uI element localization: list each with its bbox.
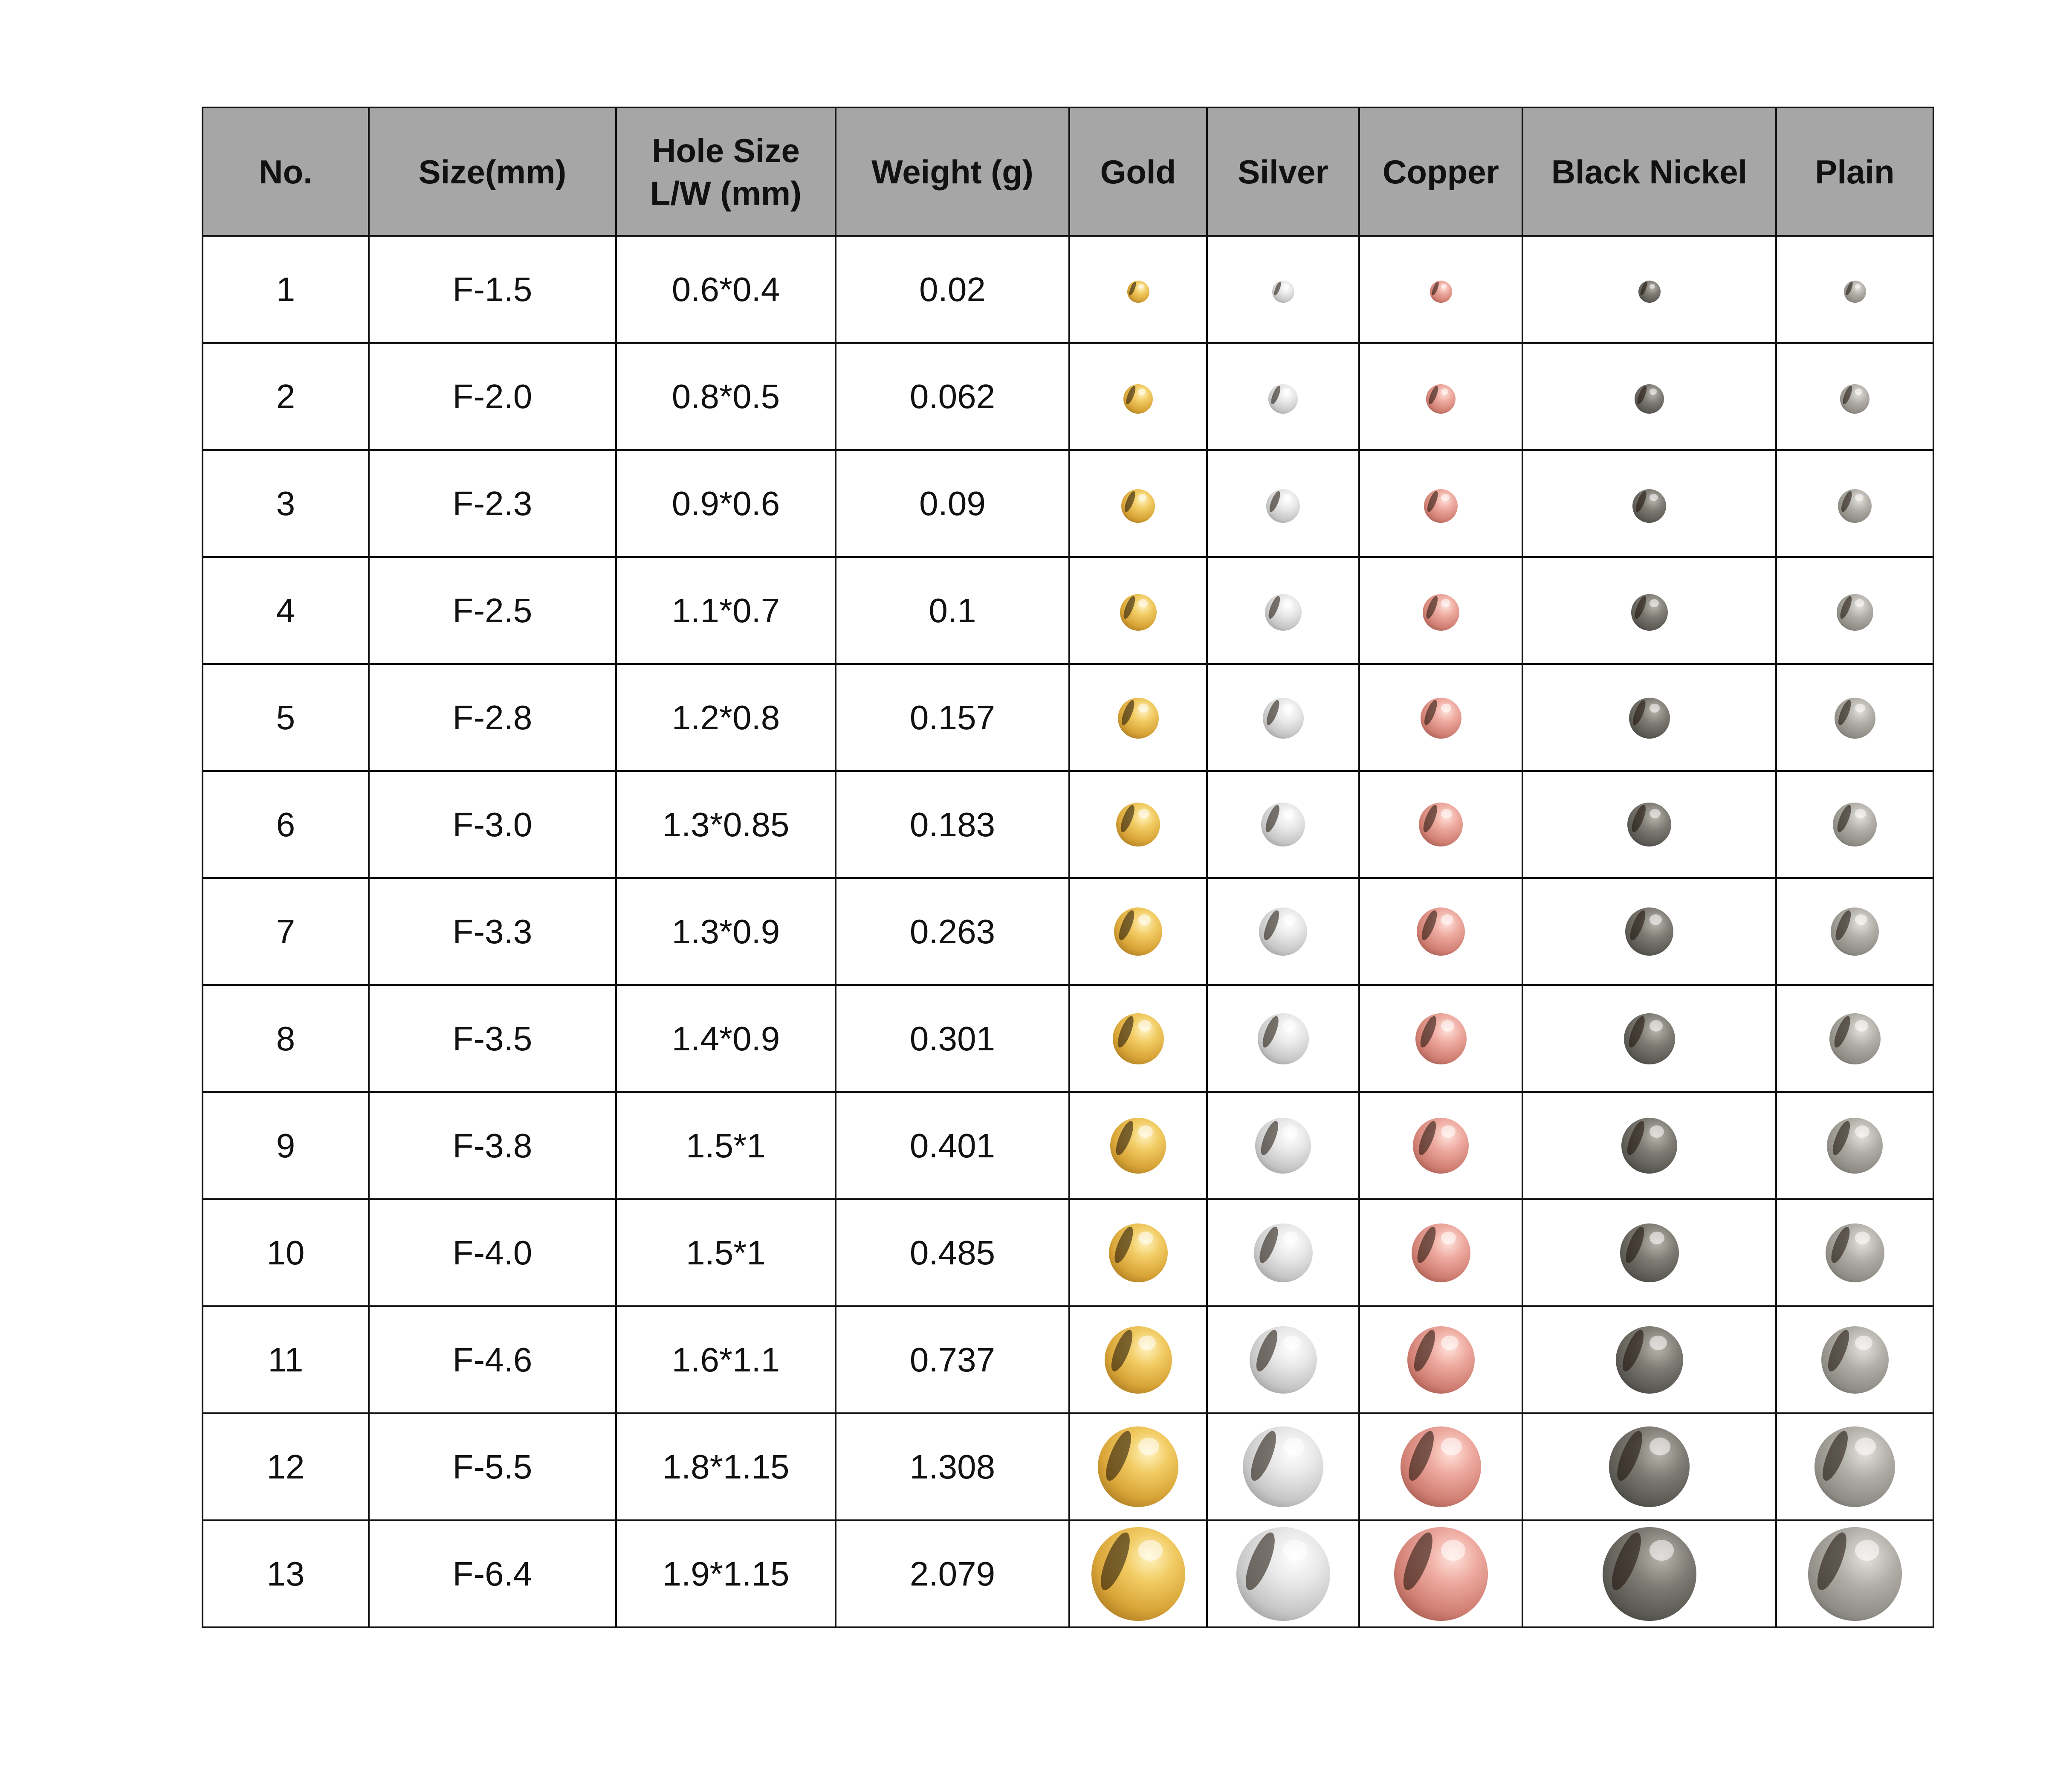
silver-bead-icon: [1236, 1527, 1330, 1621]
header-plain: Plain: [1776, 107, 1933, 236]
plain-bead-icon: [1821, 1326, 1889, 1394]
cell-copper: [1359, 878, 1522, 985]
cell-black-nickel: [1522, 1413, 1776, 1520]
gold-bead-icon: [1114, 907, 1162, 956]
cell-weight: 1.308: [836, 1413, 1069, 1520]
cell-black-nickel: [1522, 771, 1776, 878]
cell-black-nickel: [1522, 236, 1776, 343]
cell-hole-size: 1.1*0.7: [616, 557, 836, 664]
cell-weight: 0.401: [836, 1092, 1069, 1199]
gold-bead-icon: [1098, 1426, 1178, 1507]
black-nickel-bead-icon: [1632, 489, 1666, 523]
cell-hole-size: 1.8*1.15: [616, 1413, 836, 1520]
cell-plain: [1776, 450, 1933, 557]
cell-plain: [1776, 878, 1933, 985]
cell-no: 8: [203, 985, 369, 1092]
gold-bead-icon: [1113, 1013, 1164, 1064]
header-weight: Weight (g): [836, 107, 1069, 236]
cell-size: F-6.4: [369, 1520, 616, 1627]
table-row: [203, 236, 1933, 343]
copper-bead-icon: [1415, 1013, 1467, 1064]
cell-hole-size: 1.3*0.9: [616, 878, 836, 985]
table-row: [203, 771, 1933, 878]
cell-black-nickel: [1522, 1520, 1776, 1627]
cell-gold: [1069, 771, 1207, 878]
cell-no: 2: [203, 343, 369, 450]
table-row: [203, 557, 1933, 664]
cell-plain: [1776, 343, 1933, 450]
black-nickel-bead-icon: [1629, 698, 1670, 739]
cell-plain: [1776, 1199, 1933, 1306]
cell-gold: [1069, 1306, 1207, 1413]
cell-silver: [1207, 1306, 1359, 1413]
silver-bead-icon: [1272, 281, 1294, 303]
cell-hole-size: 1.3*0.85: [616, 771, 836, 878]
cell-copper: [1359, 1520, 1522, 1627]
cell-gold: [1069, 1520, 1207, 1627]
copper-bead-icon: [1413, 1118, 1469, 1174]
cell-size: F-1.5: [369, 236, 616, 343]
copper-bead-icon: [1417, 907, 1465, 956]
black-nickel-bead-icon: [1631, 594, 1668, 631]
header-hole-size: [616, 107, 836, 236]
cell-plain: [1776, 1306, 1933, 1413]
cell-size: F-2.8: [369, 664, 616, 771]
cell-silver: [1207, 985, 1359, 1092]
cell-no: 5: [203, 664, 369, 771]
cell-size: F-3.5: [369, 985, 616, 1092]
cell-no: 7: [203, 878, 369, 985]
cell-size: F-2.3: [369, 450, 616, 557]
cell-size: F-5.5: [369, 1413, 616, 1520]
copper-bead-icon: [1426, 384, 1456, 414]
plain-bead-icon: [1837, 594, 1873, 631]
cell-weight: 0.02: [836, 236, 1069, 343]
cell-black-nickel: [1522, 1306, 1776, 1413]
black-nickel-bead-icon: [1638, 281, 1661, 303]
black-nickel-bead-icon: [1621, 1118, 1677, 1174]
cell-weight: 0.157: [836, 664, 1069, 771]
cell-gold: [1069, 236, 1207, 343]
plain-bead-icon: [1829, 1013, 1881, 1064]
cell-weight: 0.485: [836, 1199, 1069, 1306]
cell-black-nickel: [1522, 985, 1776, 1092]
copper-bead-icon: [1412, 1223, 1470, 1282]
cell-plain: [1776, 236, 1933, 343]
black-nickel-bead-icon: [1609, 1426, 1690, 1507]
plain-bead-icon: [1831, 907, 1879, 956]
black-nickel-bead-icon: [1627, 803, 1671, 846]
copper-bead-icon: [1419, 803, 1463, 846]
cell-copper: [1359, 343, 1522, 450]
cell-size: F-3.0: [369, 771, 616, 878]
copper-bead-icon: [1424, 489, 1458, 523]
cell-hole-size: 1.9*1.15: [616, 1520, 836, 1627]
header-copper: Copper: [1359, 107, 1522, 236]
header-black-nickel: Black Nickel: [1522, 107, 1776, 236]
cell-plain: [1776, 1092, 1933, 1199]
cell-no: 13: [203, 1520, 369, 1627]
cell-black-nickel: [1522, 557, 1776, 664]
cell-gold: [1069, 664, 1207, 771]
cell-size: F-3.3: [369, 878, 616, 985]
cell-copper: [1359, 985, 1522, 1092]
silver-bead-icon: [1268, 384, 1298, 414]
gold-bead-icon: [1091, 1527, 1185, 1621]
cell-silver: [1207, 236, 1359, 343]
cell-size: F-2.0: [369, 343, 616, 450]
cell-silver: [1207, 878, 1359, 985]
cell-copper: [1359, 1092, 1522, 1199]
gold-bead-icon: [1127, 281, 1149, 303]
cell-plain: [1776, 771, 1933, 878]
cell-hole-size: 1.6*1.1: [616, 1306, 836, 1413]
cell-copper: [1359, 1306, 1522, 1413]
cell-black-nickel: [1522, 878, 1776, 985]
gold-bead-icon: [1105, 1326, 1172, 1394]
table-row: [203, 1199, 1933, 1306]
table-row: [203, 1413, 1933, 1520]
black-nickel-bead-icon: [1620, 1223, 1679, 1282]
cell-silver: [1207, 771, 1359, 878]
plain-bead-icon: [1835, 698, 1875, 739]
cell-size: F-4.0: [369, 1199, 616, 1306]
cell-plain: [1776, 1520, 1933, 1627]
cell-plain: [1776, 557, 1933, 664]
cell-weight: 0.263: [836, 878, 1069, 985]
cell-size: F-2.5: [369, 557, 616, 664]
plain-bead-icon: [1814, 1426, 1895, 1507]
cell-silver: [1207, 450, 1359, 557]
cell-gold: [1069, 343, 1207, 450]
header-gold: Gold: [1069, 107, 1207, 236]
cell-silver: [1207, 343, 1359, 450]
copper-bead-icon: [1430, 281, 1452, 303]
header-silver: Silver: [1207, 107, 1359, 236]
cell-weight: 0.1: [836, 557, 1069, 664]
cell-silver: [1207, 1092, 1359, 1199]
copper-bead-icon: [1394, 1527, 1488, 1621]
cell-weight: 0.737: [836, 1306, 1069, 1413]
table-row: [203, 1306, 1933, 1413]
table-body: [203, 236, 1933, 1627]
copper-bead-icon: [1407, 1326, 1475, 1394]
cell-plain: [1776, 985, 1933, 1092]
table-row: [203, 450, 1933, 557]
cell-hole-size: 0.6*0.4: [616, 236, 836, 343]
copper-bead-icon: [1401, 1426, 1481, 1507]
cell-no: 6: [203, 771, 369, 878]
black-nickel-bead-icon: [1625, 907, 1673, 956]
header-size: Size(mm): [369, 107, 616, 236]
plain-bead-icon: [1844, 281, 1866, 303]
silver-bead-icon: [1243, 1426, 1323, 1507]
cell-copper: [1359, 1199, 1522, 1306]
cell-black-nickel: [1522, 343, 1776, 450]
cell-gold: [1069, 1092, 1207, 1199]
silver-bead-icon: [1250, 1326, 1317, 1394]
cell-weight: 2.079: [836, 1520, 1069, 1627]
cell-copper: [1359, 771, 1522, 878]
cell-no: 9: [203, 1092, 369, 1199]
cell-copper: [1359, 450, 1522, 557]
cell-silver: [1207, 1199, 1359, 1306]
gold-bead-icon: [1109, 1223, 1168, 1282]
cell-gold: [1069, 985, 1207, 1092]
table-row: [203, 664, 1933, 771]
gold-bead-icon: [1118, 698, 1159, 739]
cell-plain: [1776, 1413, 1933, 1520]
cell-hole-size: 1.5*1: [616, 1092, 836, 1199]
plain-bead-icon: [1826, 1223, 1884, 1282]
cell-silver: [1207, 1520, 1359, 1627]
table-header: [203, 107, 1933, 236]
cell-black-nickel: [1522, 664, 1776, 771]
silver-bead-icon: [1255, 1118, 1311, 1174]
silver-bead-icon: [1265, 594, 1302, 631]
cell-weight: 0.09: [836, 450, 1069, 557]
cell-silver: [1207, 664, 1359, 771]
cell-no: 10: [203, 1199, 369, 1306]
cell-hole-size: 1.4*0.9: [616, 985, 836, 1092]
cell-gold: [1069, 557, 1207, 664]
cell-black-nickel: [1522, 1199, 1776, 1306]
table-row: [203, 343, 1933, 450]
cell-gold: [1069, 450, 1207, 557]
gold-bead-icon: [1116, 803, 1160, 846]
cell-gold: [1069, 1413, 1207, 1520]
plain-bead-icon: [1808, 1527, 1902, 1621]
cell-plain: [1776, 664, 1933, 771]
silver-bead-icon: [1254, 1223, 1313, 1282]
plain-bead-icon: [1840, 384, 1869, 414]
cell-hole-size: 0.9*0.6: [616, 450, 836, 557]
table-row: [203, 1520, 1933, 1627]
plain-bead-icon: [1827, 1118, 1883, 1174]
gold-bead-icon: [1121, 489, 1155, 523]
silver-bead-icon: [1258, 1013, 1309, 1064]
cell-gold: [1069, 1199, 1207, 1306]
cell-no: 1: [203, 236, 369, 343]
header-hole-size-line1: Hole Size: [652, 131, 800, 169]
plain-bead-icon: [1833, 803, 1877, 846]
cell-black-nickel: [1522, 450, 1776, 557]
cell-hole-size: 1.2*0.8: [616, 664, 836, 771]
black-nickel-bead-icon: [1616, 1326, 1683, 1394]
black-nickel-bead-icon: [1603, 1527, 1696, 1621]
cell-hole-size: 1.5*1: [616, 1199, 836, 1306]
cell-copper: [1359, 664, 1522, 771]
silver-bead-icon: [1266, 489, 1300, 523]
table-row: [203, 1092, 1933, 1199]
cell-hole-size: 0.8*0.5: [616, 343, 836, 450]
cell-no: 3: [203, 450, 369, 557]
table-row: [203, 985, 1933, 1092]
silver-bead-icon: [1261, 803, 1305, 846]
plain-bead-icon: [1838, 489, 1872, 523]
cell-black-nickel: [1522, 1092, 1776, 1199]
copper-bead-icon: [1421, 698, 1461, 739]
bead-spec-table: [202, 107, 1934, 1628]
cell-size: F-3.8: [369, 1092, 616, 1199]
gold-bead-icon: [1120, 594, 1157, 631]
header-no: No.: [203, 107, 369, 236]
silver-bead-icon: [1263, 698, 1304, 739]
copper-bead-icon: [1423, 594, 1459, 631]
cell-weight: 0.183: [836, 771, 1069, 878]
gold-bead-icon: [1123, 384, 1153, 414]
gold-bead-icon: [1110, 1118, 1166, 1174]
cell-gold: [1069, 878, 1207, 985]
black-nickel-bead-icon: [1624, 1013, 1675, 1064]
header-row: [203, 107, 1933, 236]
cell-silver: [1207, 557, 1359, 664]
cell-weight: 0.301: [836, 985, 1069, 1092]
silver-bead-icon: [1259, 907, 1307, 956]
cell-no: 12: [203, 1413, 369, 1520]
header-hole-size-line2: L/W (mm): [650, 174, 802, 212]
cell-silver: [1207, 1413, 1359, 1520]
cell-weight: 0.062: [836, 343, 1069, 450]
cell-copper: [1359, 1413, 1522, 1520]
cell-no: 4: [203, 557, 369, 664]
cell-copper: [1359, 557, 1522, 664]
cell-size: F-4.6: [369, 1306, 616, 1413]
cell-copper: [1359, 236, 1522, 343]
black-nickel-bead-icon: [1635, 384, 1664, 414]
cell-no: 11: [203, 1306, 369, 1413]
table-row: [203, 878, 1933, 985]
